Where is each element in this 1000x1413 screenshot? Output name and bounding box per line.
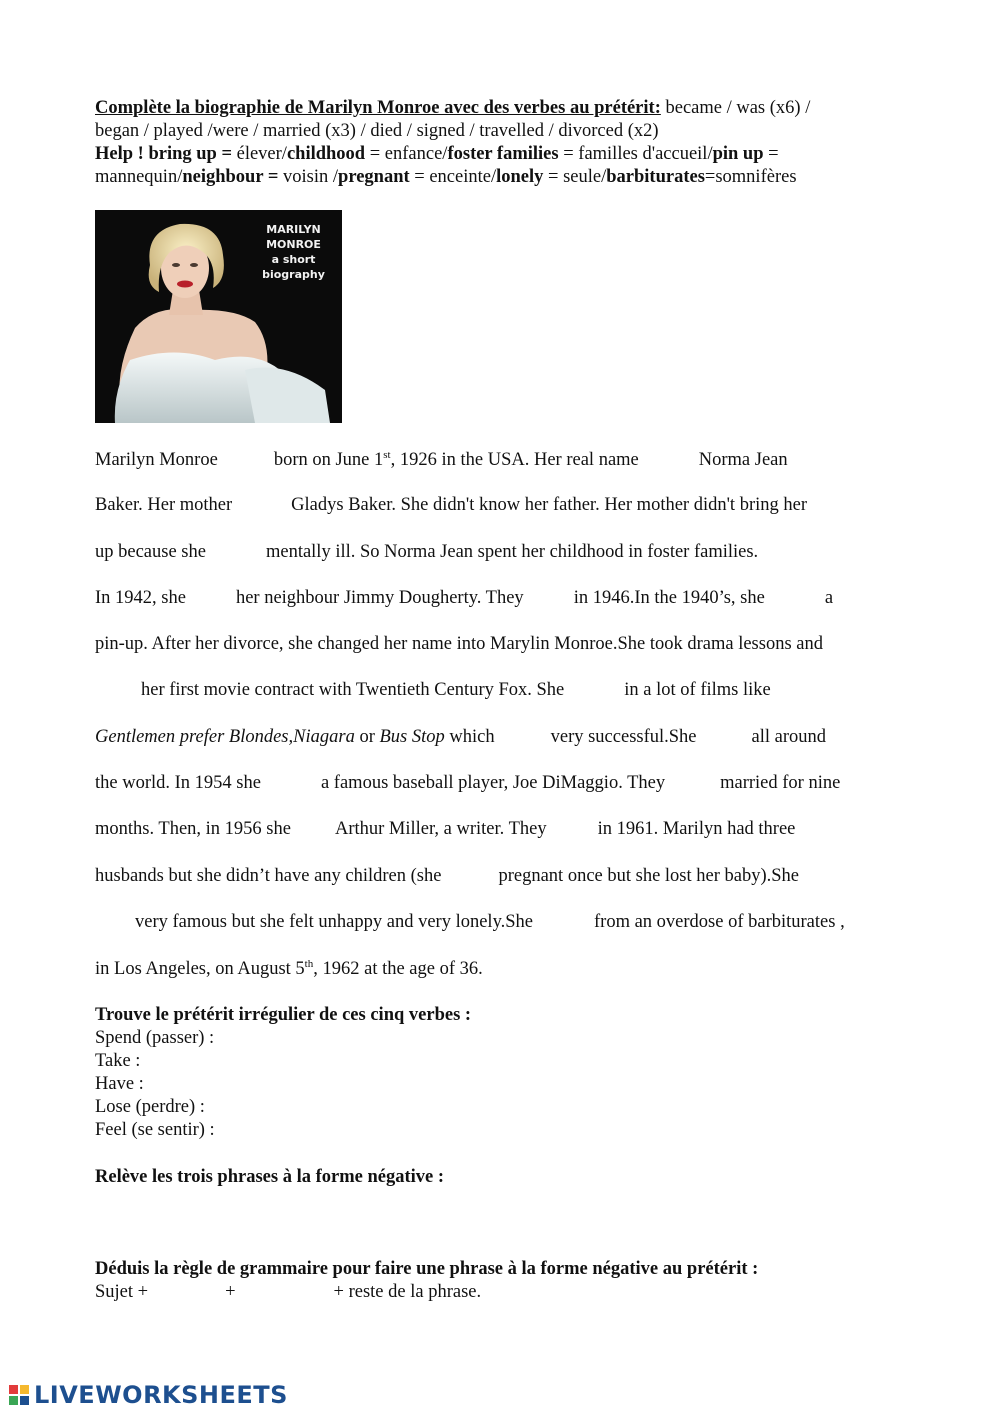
irregular-item-lose <box>95 1098 355 1117</box>
bio-text: pin-up. After her divorce, she changed her name into Marylin Monroe.She took drama lessons and <box>95 634 823 654</box>
photo-caption-line: MARILYN <box>266 223 321 236</box>
help-def: = familles d'accueil/ <box>558 144 713 164</box>
bio-text: which <box>444 727 495 747</box>
help-term: foster families <box>447 144 559 164</box>
verb-prompt: Have : <box>95 1074 144 1094</box>
help-term: pin up <box>712 144 764 164</box>
photo-caption-line: a short <box>271 253 316 266</box>
bio-text: her first movie contract with Twentieth Century Fox. She <box>141 680 565 700</box>
bio-text: all around <box>751 727 827 747</box>
bio-line-8 <box>95 774 840 793</box>
bio-text: in Los Angeles, on August 5 <box>95 959 305 980</box>
bio-text: In 1942, she <box>95 588 186 608</box>
help-term: pregnant <box>338 167 410 187</box>
bio-line-4 <box>95 589 833 608</box>
help-def: = seule/ <box>543 167 607 187</box>
help-term: childhood <box>286 144 366 164</box>
liveworksheets-logo <box>8 1381 288 1409</box>
instructions-title: Complète la biographie de Marilyn Monroe avec des verbes au prétérit: <box>95 98 661 118</box>
logo-text: LIVEWORKSHEETS <box>34 1381 288 1409</box>
marilyn-photo <box>95 210 342 423</box>
bio-text: very famous but she felt unhappy and very lonely.She <box>135 912 533 932</box>
bio-text: husbands but she didn’t have any children (she <box>95 866 442 886</box>
photo-caption-line: MONROE <box>266 238 321 251</box>
logo-icon <box>8 1384 30 1406</box>
bio-line-1 <box>95 450 788 470</box>
bio-text: or <box>354 727 380 747</box>
negative-answer-area[interactable] <box>95 1192 895 1252</box>
help-def: voisin / <box>278 167 339 187</box>
instructions-line-1 <box>95 99 810 118</box>
help-term: Help ! bring up = <box>95 144 232 164</box>
irregular-item-have <box>95 1075 294 1094</box>
instructions-line-2 <box>95 122 659 141</box>
rule-title <box>95 1260 758 1279</box>
verb-prompt: Take : <box>95 1051 141 1071</box>
bio-line-7 <box>95 728 826 747</box>
bio-text: born on June 1 <box>273 450 384 471</box>
rule-text: + <box>225 1282 236 1302</box>
help-def: = enceinte/ <box>409 167 497 187</box>
bio-text: Marilyn Monroe <box>95 450 218 471</box>
section-heading: Trouve le prétérit irrégulier de ces cinq verbes : <box>95 1005 472 1025</box>
bio-text: Arthur Miller, a writer. They <box>334 819 547 839</box>
bio-text: , 1962 at the age of 36. <box>313 959 483 980</box>
help-term: lonely <box>496 167 544 187</box>
film-title: Gentlemen prefer Blondes,Niagara <box>95 727 355 747</box>
verb-prompt: Feel (se sentir) : <box>95 1120 215 1140</box>
negative-title <box>95 1168 444 1187</box>
bio-text: months. Then, in 1956 she <box>95 819 291 839</box>
bio-text: pregnant once but she lost her baby).She <box>498 866 800 886</box>
help-line-2 <box>95 168 797 187</box>
verb-prompt: Lose (perdre) : <box>95 1097 205 1117</box>
bio-text: Gladys Baker. She didn't know her father. Her mother didn't bring her <box>291 495 807 515</box>
bio-superscript: th <box>304 958 314 970</box>
bio-line-11 <box>95 913 845 932</box>
bio-superscript: st <box>383 449 391 461</box>
bio-text: in 1946.In the 1940’s, she <box>573 588 765 608</box>
bio-text: Norma Jean <box>698 450 788 471</box>
bio-line-5 <box>95 635 823 654</box>
verb-list-1: became / was (x6) / <box>660 98 811 118</box>
section-heading: Relève les trois phrases à la forme négative : <box>95 1167 445 1187</box>
irregular-item-take <box>95 1052 290 1071</box>
rule-formula <box>95 1283 481 1302</box>
bio-text: from an overdose of barbiturates , <box>594 912 845 932</box>
bio-line-9 <box>95 820 795 839</box>
help-term: neighbour = <box>182 167 279 187</box>
bio-text: Baker. Her mother <box>95 495 233 515</box>
bio-text: married for nine <box>720 773 841 793</box>
help-line-1 <box>95 145 779 164</box>
film-title: Bus Stop <box>379 727 445 747</box>
verb-prompt: Spend (passer) : <box>95 1028 215 1048</box>
bio-text: mentally ill. So Norma Jean spent her childhood in foster families. <box>265 542 759 562</box>
section-heading: Déduis la règle de grammaire pour faire une phrase à la forme négative au prétérit : <box>95 1259 759 1279</box>
bio-text: a famous baseball player, Joe DiMaggio. They <box>320 773 666 793</box>
bio-text: very successful.She <box>550 727 697 747</box>
bio-text: , 1926 in the USA. Her real name <box>390 450 639 471</box>
rule-text: + reste de la phrase. <box>333 1282 482 1302</box>
bio-text: in 1961. Marilyn had three <box>597 819 796 839</box>
help-def: = enfance/ <box>365 144 448 164</box>
irregular-item-spend <box>95 1029 364 1048</box>
bio-text: the world. In 1954 she <box>95 773 261 793</box>
bio-text: up because she <box>95 542 206 562</box>
irregular-item-feel <box>95 1121 365 1140</box>
help-term: barbiturates <box>606 167 705 187</box>
photo-caption <box>245 222 342 282</box>
bio-text: a <box>824 588 834 608</box>
verb-list-2: began / played /were / married (x3) / died / signed / travelled / divorced (x2) <box>95 121 659 141</box>
bio-line-10 <box>95 867 799 886</box>
photo-caption-line: biography <box>262 268 325 281</box>
bio-line-6 <box>95 681 771 700</box>
irregular-title <box>95 1006 471 1025</box>
bio-line-3 <box>95 543 758 562</box>
help-def: élever/ <box>232 144 287 164</box>
rule-text: Sujet + <box>95 1282 149 1302</box>
help-def: = <box>763 144 779 164</box>
help-def: mannequin/ <box>95 167 183 187</box>
bio-line-2 <box>95 496 807 515</box>
bio-line-12 <box>95 959 483 979</box>
bio-text: her neighbour Jimmy Dougherty. They <box>235 588 524 608</box>
bio-text: in a lot of films like <box>624 680 771 700</box>
help-def: =somnifères <box>704 167 797 187</box>
